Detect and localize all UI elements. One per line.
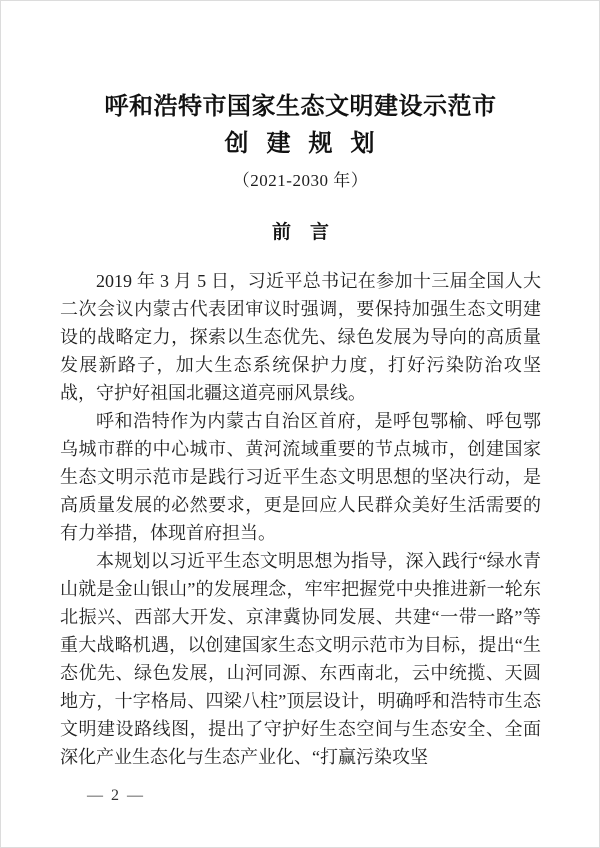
preface-paragraph-2: 呼和浩特作为内蒙古自治区首府，是呼包鄂榆、呼包鄂乌城市群的中心城市、黄河流域重要的节点城市，创建国家生态文明示范市是践行习近平生态文明思想的坚决行动，是高质量发展的必然要求，更是回应人民群众美好生活需要的有力举措，体现首府担当。 — [60, 411, 541, 543]
document-title-line1: 呼和浩特市国家生态文明建设示范市 — [104, 94, 497, 120]
preface-body — [60, 267, 541, 771]
page-number: — 2 — — [87, 787, 145, 804]
document-title-line2: 创 建 规 划 — [224, 131, 377, 157]
preface-heading: 前 言 — [271, 222, 329, 243]
preface-paragraph-1: 2019 年 3 月 5 日，习近平总书记在参加十三届全国人大二次会议内蒙古代表团审议时强调，要保持加强生态文明建设的战略定力，探索以生态优先、绿色发展为导向的高质量发展新路子，加大生态系统保护力度，打好污染防治攻坚战，守护好祖国北疆这道亮丽风景线。 — [60, 271, 541, 403]
preface-paragraph-3: 本规划以习近平生态文明思想为指导，深入践行“绿水青山就是金山银山”的发展理念，牢牢把握党中央推进新一轮东北振兴、西部大开发、京津冀协同发展、共建“一带一路”等重大战略机遇，以创建国家生态文明示范市为目标，提出“生态优先、绿色发展，山河同源、东西南北，云中统揽、天圆地方，十字格局、四梁八柱”顶层设计，明确呼和浩特市生态文明建设路线图，提出了守护好生态空间与生态安全、全面深化产业生态化与生态产业化、“打赢污染攻坚 — [60, 551, 541, 767]
document-date-range: （2021-2030 年） — [232, 171, 369, 190]
